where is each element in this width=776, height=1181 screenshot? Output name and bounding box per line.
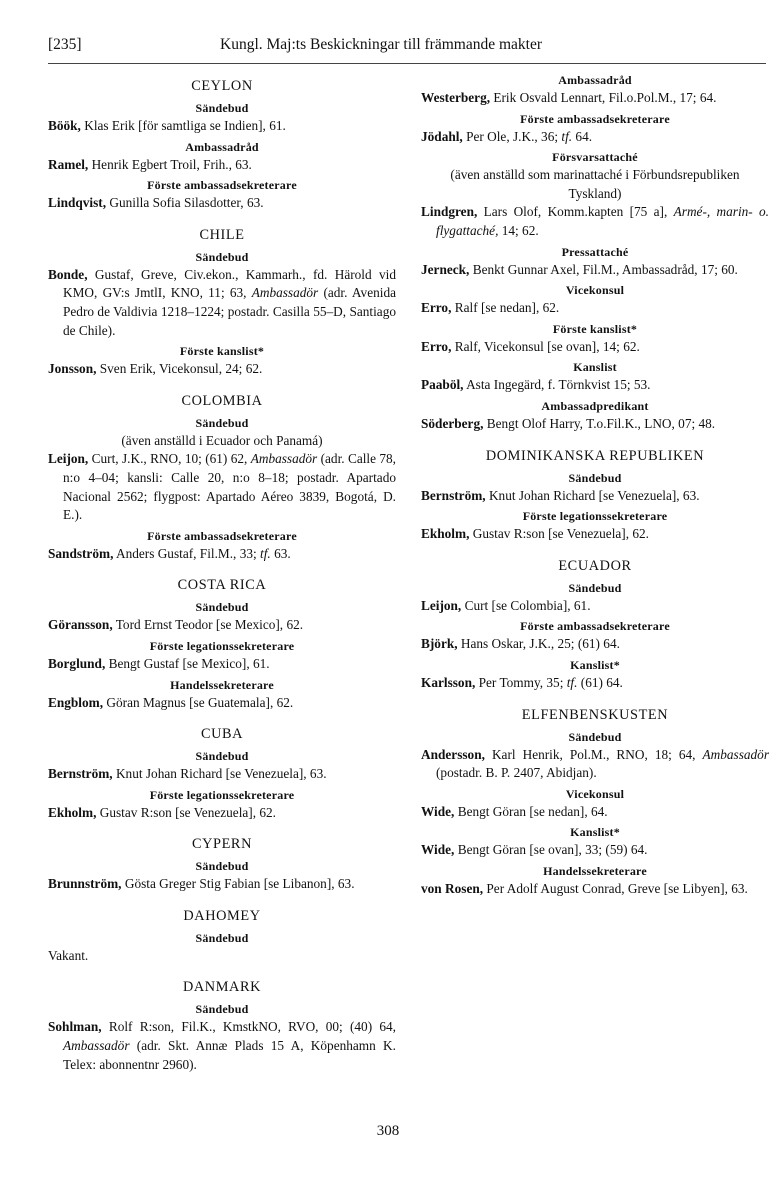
entry-text: Henrik Egbert Troil, Frih., 63.: [88, 156, 252, 172]
entry-text: Asta Ingegärd, f. Törnkvist 15; 53.: [463, 377, 651, 393]
role-heading: Sändebud: [195, 101, 249, 115]
role-heading: Förste ambassadsekreterare: [520, 111, 670, 126]
entry-title: tf.: [260, 545, 271, 561]
entry-text-tail: (61) 64.: [577, 674, 623, 690]
person-name: Bernström,: [48, 766, 113, 782]
entry-text: Ralf [se nedan], 62.: [451, 300, 560, 316]
person-entry: [48, 1018, 396, 1074]
person-name: Wide,: [421, 842, 455, 858]
person-entry: [421, 487, 769, 506]
section-gap: [421, 693, 769, 701]
person-name: Lindqvist,: [48, 195, 107, 211]
entry-text: Anders Gustaf, Fil.M., 33;: [113, 545, 261, 561]
country-section: [48, 224, 396, 387]
person-name: Sandström,: [48, 545, 114, 561]
role-heading: Sändebud: [195, 600, 249, 615]
person-entry: [421, 89, 769, 108]
country-heading: DAHOMEY: [183, 907, 261, 924]
person-name: Björk,: [421, 636, 458, 652]
person-name: Bernström,: [421, 487, 486, 503]
role-heading: Förste ambassadsekreterare: [520, 619, 670, 634]
page-number: 308: [376, 1123, 400, 1139]
entry-text: Ralf, Vicekonsul [se ovan], 14; 62.: [451, 338, 640, 354]
entry-text: Bengt Olof Harry, T.o.Fil.K., LNO, 07; 48.: [483, 415, 716, 431]
entry-text: Per Ole, J.K., 36;: [462, 128, 562, 144]
role-heading: Pressattaché: [561, 244, 629, 259]
country-heading: CYPERN: [191, 836, 252, 853]
country-heading: CHILE: [199, 226, 245, 243]
role-heading: Kanslist*: [570, 657, 620, 672]
section-gap: [421, 544, 769, 552]
person-entry: [421, 299, 769, 318]
role-heading: Sändebud: [195, 415, 249, 430]
section-gap: [48, 894, 396, 902]
person-entry: [48, 875, 396, 894]
person-entry: [421, 128, 769, 147]
entry-text: Knut Johan Richard [se Venezuela], 63.: [112, 766, 327, 782]
role-heading: Sändebud: [195, 249, 249, 264]
person-entry: [48, 117, 396, 136]
country-heading: ELFENBENSKUSTEN: [521, 706, 669, 723]
person-entry: [48, 545, 396, 564]
entry-text: Karl Henrik, Pol.M., RNO, 18; 64,: [484, 746, 703, 762]
entry-text-tail: 14; 62.: [498, 222, 539, 238]
country-heading: COLOMBIA: [181, 392, 263, 409]
person-name: Paaböl,: [421, 377, 464, 393]
entry-text: Curt [se Colombia], 61.: [461, 597, 591, 613]
person-entry: [421, 415, 769, 434]
person-entry: [48, 360, 396, 379]
entry-title: Ambassadör: [63, 1038, 130, 1054]
role-note: (även anställd i Ecuador och Panamá): [121, 432, 323, 448]
entry-text: Hans Oskar, J.K., 25; (61) 64.: [457, 636, 620, 652]
country-heading: CEYLON: [191, 78, 253, 94]
entry-text-tail: (postadr. B. P. 2407, Abidjan).: [436, 765, 597, 781]
section-gap: [48, 379, 396, 387]
role-heading: Sändebud: [568, 470, 622, 485]
person-entry: [48, 765, 396, 784]
person-name: Westerberg,: [421, 90, 491, 105]
section-gap: [48, 213, 396, 221]
entry-title: Armé-, marin- o. flygattaché,: [436, 204, 770, 238]
vacancy-text: Vakant.: [48, 947, 89, 963]
folio: [235]: [48, 36, 82, 53]
country-section: [48, 833, 396, 902]
role-heading: Kanslist: [573, 360, 617, 375]
person-entry: [421, 338, 769, 357]
person-name: Ekholm,: [48, 804, 97, 820]
entry-text: Bengt Göran [se nedan], 64.: [454, 803, 608, 819]
person-entry: [48, 450, 396, 524]
person-entry: [48, 655, 396, 674]
country-section: [48, 75, 396, 221]
role-heading: Sändebud: [195, 859, 249, 874]
entry-text: Bengt Gustaf [se Mexico], 61.: [105, 655, 270, 671]
role-heading: Förste kanslist*: [179, 344, 265, 359]
role-heading: Sändebud: [195, 930, 249, 945]
entry-text: Tord Ernst Teodor [se Mexico], 62.: [112, 617, 304, 633]
person-entry: [421, 841, 769, 860]
entry-text-tail: 64.: [572, 128, 593, 144]
person-name: Lindgren,: [421, 204, 478, 220]
person-name: Söderberg,: [421, 415, 484, 431]
person-entry: [421, 261, 769, 280]
person-entry: [421, 880, 769, 899]
person-entry: [421, 525, 769, 544]
person-entry: [421, 597, 769, 616]
country-section: [421, 555, 769, 701]
person-name: Wide,: [421, 803, 455, 819]
entry-text: Klas Erik [för samtliga se Indien], 61.: [80, 118, 286, 133]
entry-text: Knut Johan Richard [se Venezuela], 63.: [485, 487, 700, 503]
entry-text: Gösta Greger Stig Fabian [se Libanon], 63.: [121, 876, 355, 892]
entry-text: Per Tommy, 35;: [475, 674, 567, 690]
entry-text: Lars Olof, Komm.kapten [75 a],: [477, 204, 674, 220]
country-section: [48, 905, 396, 974]
person-name: Borglund,: [48, 655, 106, 671]
country-section: [421, 704, 769, 899]
country-section: [421, 445, 769, 552]
person-entry: [421, 376, 769, 395]
country-heading: ECUADOR: [558, 557, 632, 574]
role-heading: Ambassadråd: [558, 73, 632, 87]
role-heading: Förste legationssekreterare: [149, 787, 295, 802]
entry-title: Ambassadör: [250, 451, 318, 467]
person-name: Göransson,: [48, 617, 113, 633]
person-entry: [421, 203, 769, 240]
section-gap: [48, 965, 396, 973]
entry-text: Rolf R:son, Fil.K., KmstkNO, RVO, 00; (40) 64,: [101, 1019, 396, 1035]
person-name: Erro,: [421, 338, 452, 354]
person-name: von Rosen,: [421, 880, 484, 896]
person-entry: [48, 194, 396, 213]
country-heading: CUBA: [200, 726, 244, 743]
entry-text: Gustav R:son [se Venezuela], 62.: [469, 526, 649, 542]
entry-text: Per Adolf August Conrad, Greve [se Libyen], 63.: [483, 880, 748, 896]
country-section: [48, 390, 396, 572]
entry-text: Gustaf, Greve, Civ.ekon., Kammarh., fd. Härold vid KMO, GV:s JmtlI, KNO, 11; 63,: [63, 266, 396, 301]
country-heading: DANMARK: [182, 979, 262, 996]
entry-text: Göran Magnus [se Guatemala], 62.: [103, 694, 294, 710]
entry-text: Gunilla Sofia Silasdotter, 63.: [106, 195, 264, 211]
person-name: Erro,: [421, 300, 452, 316]
entry-text: Erik Osvald Lennart, Fil.o.Pol.M., 17; 64.: [490, 90, 717, 105]
person-entry: [421, 635, 769, 654]
entry-text-tail: (adr. Skt. Annæ Plads 15 A, Köpenhamn K. Telex: abonnentnr 2960).: [63, 1038, 396, 1072]
person-entry: [421, 746, 769, 783]
person-name: Böök,: [48, 118, 81, 133]
role-heading: Förste ambassadsekreterare: [147, 528, 297, 543]
person-name: Leijon,: [421, 597, 462, 613]
role-heading: Ambassadpredikant: [541, 398, 649, 413]
entry-title: Ambassadör: [251, 285, 319, 301]
entry-text: Bengt Göran [se ovan], 33; (59) 64.: [454, 842, 648, 858]
role-heading: Kanslist*: [570, 825, 620, 840]
person-name: Sohlman,: [48, 1019, 102, 1035]
entry-text-tail: 63.: [270, 545, 291, 561]
person-name: Bonde,: [48, 266, 88, 282]
person-name: Engblom,: [48, 694, 104, 710]
role-heading: Förste ambassadsekreterare: [147, 178, 297, 193]
role-heading: Sändebud: [195, 1002, 249, 1017]
entry-text-tail: (adr. Calle 78, n:o 4–04; kansli: Calle 20, n:o 8–18; postadr. Apartado Nacional 2562; flygpost: Apartado Aéreo 3839, Bogotá, D. E.).: [63, 451, 396, 523]
running-title: Kungl. Maj:ts Beskickningar till främmande makter: [220, 36, 542, 53]
role-heading: Ambassadråd: [185, 139, 259, 154]
person-entry: [48, 804, 396, 823]
entry-title: tf.: [561, 128, 573, 144]
role-heading: Handelssekreterare: [543, 863, 647, 878]
person-name: Andersson,: [421, 746, 485, 762]
entry-text: Curt, J.K., RNO, 10; (61) 62,: [88, 451, 251, 467]
entry-text: Sven Erik, Vicekonsul, 24; 62.: [96, 361, 263, 377]
person-name: Jonsson,: [48, 361, 97, 377]
entry-title: tf.: [566, 674, 578, 690]
role-heading: Förste legationssekreterare: [149, 638, 295, 653]
role-note: (även anställd som marinattaché i Förbundsrepubliken Tyskland): [450, 167, 740, 201]
person-name: Karlsson,: [421, 674, 476, 690]
person-name: Brunnström,: [48, 876, 122, 892]
entry-text: Benkt Gunnar Axel, Fil.M., Ambassadråd, 17; 60.: [469, 261, 738, 277]
person-entry: [421, 803, 769, 822]
role-heading: Sändebud: [568, 729, 622, 744]
country-heading: COSTA RICA: [177, 577, 267, 594]
person-name: Jödahl,: [421, 128, 463, 144]
role-heading: Försvarsattaché: [552, 150, 638, 165]
person-name: Jerneck,: [421, 261, 470, 277]
entry-title: Ambassadör: [702, 746, 769, 762]
country-heading: DOMINIKANSKA REPUBLIKEN: [485, 447, 705, 464]
entry-text: Gustav R:son [se Venezuela], 62.: [96, 804, 276, 820]
section-gap: [421, 434, 769, 442]
running-head: [48, 36, 766, 60]
country-section: [421, 72, 769, 442]
person-name: Leijon,: [48, 451, 89, 467]
person-entry: [421, 674, 769, 693]
person-entry: [48, 266, 396, 340]
entry-text-tail: (adr. Avenida Pedro de Valdivia 1218–1224; postadr. Casilla 55–D, Santiago de Chile).: [63, 285, 396, 338]
person-name: Ramel,: [48, 156, 89, 172]
country-section: [48, 574, 396, 720]
person-entry: [48, 616, 396, 635]
right-column: [421, 72, 769, 898]
person-name: Ekholm,: [421, 526, 470, 542]
role-heading: Vicekonsul: [565, 283, 625, 298]
section-gap: [48, 563, 396, 571]
person-entry: [48, 156, 396, 175]
role-heading: Handelssekreterare: [170, 677, 274, 692]
role-heading: Sändebud: [568, 580, 622, 595]
header-rule: [48, 63, 766, 64]
country-section: [48, 976, 396, 1074]
role-heading: Sändebud: [195, 749, 249, 764]
role-heading: Förste kanslist*: [552, 321, 638, 336]
role-heading: Vicekonsul: [565, 786, 625, 801]
section-gap: [48, 712, 396, 720]
section-gap: [48, 822, 396, 830]
country-section: [48, 723, 396, 830]
left-column: [48, 72, 396, 1074]
role-heading: Förste legationssekreterare: [522, 509, 668, 524]
person-entry: [48, 694, 396, 713]
